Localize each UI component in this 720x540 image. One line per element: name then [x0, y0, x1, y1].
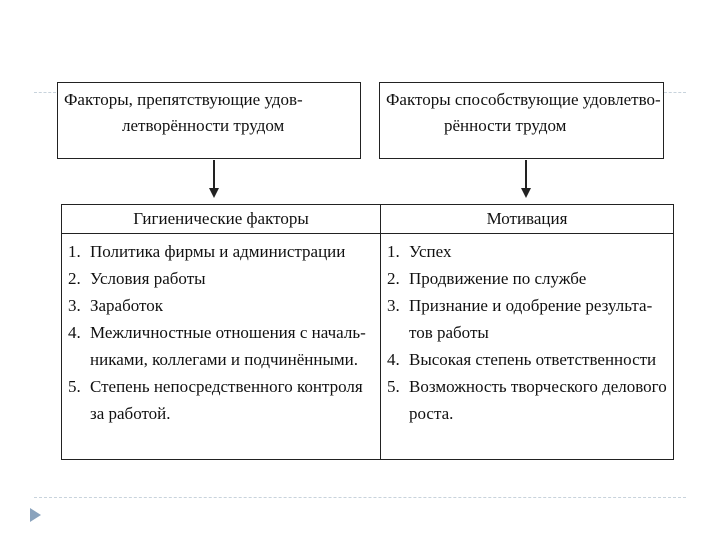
hindering-factors-line2: летворённости трудом: [122, 116, 285, 135]
list-item: 4. Межличностные отношения с начальниками, коллегами и подчинёнными.: [68, 323, 366, 369]
list-item: 5. Возможность творческого делового роста.: [387, 377, 667, 423]
promoting-factors-line2: рённости трудом: [444, 116, 567, 135]
top-divider-right: [664, 92, 686, 93]
hygiene-factors-title: Гигиенические факторы: [62, 205, 381, 234]
hindering-factors-line1: Факторы, препятствующие удов-: [64, 90, 303, 109]
motivation-list: [387, 238, 667, 427]
promoting-factors-line1: Факторы способствующие удовлетво-: [386, 90, 661, 109]
right-arrow-shaft: [525, 160, 527, 188]
factors-table: [61, 204, 674, 460]
hygiene-factors-list: [68, 238, 374, 427]
bottom-divider: [34, 497, 686, 498]
left-arrow-head-icon: [209, 188, 219, 198]
left-arrow-shaft: [213, 160, 215, 188]
list-item: 5. Степень непосредственного контроля за работой.: [68, 377, 363, 423]
motivation-cell: [381, 234, 674, 460]
list-item: 4. Высокая степень ответственности: [387, 350, 657, 369]
hygiene-factors-cell: [62, 234, 381, 460]
list-item: 1. Успех: [387, 242, 452, 261]
top-divider-left: [34, 92, 56, 93]
promoting-factors-box: [379, 82, 664, 159]
list-item: 3. Заработок: [68, 296, 163, 315]
motivation-title: Мотивация: [381, 205, 674, 234]
hindering-factors-box: [57, 82, 361, 159]
list-item: 2. Условия работы: [68, 269, 206, 288]
list-item: 2. Продвижение по службе: [387, 269, 587, 288]
list-item: 3. Признание и одобрение результатов работы: [387, 296, 653, 342]
right-arrow-head-icon: [521, 188, 531, 198]
list-item: 1. Политика фирмы и администрации: [68, 242, 346, 261]
play-triangle-icon: [30, 508, 41, 522]
